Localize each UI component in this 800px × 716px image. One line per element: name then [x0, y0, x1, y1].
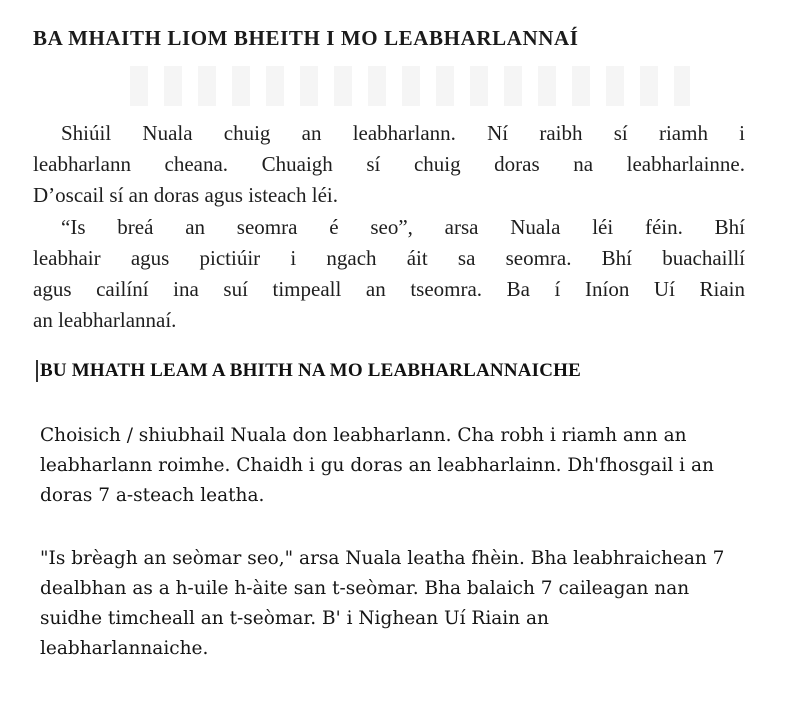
original-line: D’oscail sí an doras agus isteach léi. — [33, 183, 338, 207]
translation-title: BU MHATH LEAM A BHITH NA MO LEABHARLANNAICHE — [40, 360, 582, 381]
translation-line: leabharlann roimhe. Chaidh i gu doras an leabharlainn. Dh'fhosgail i an — [40, 455, 714, 476]
original-line: Shiúil Nuala chuig an leabharlann. Ní raibh sí riamh i — [61, 121, 745, 145]
original-paragraph-1 — [33, 118, 745, 211]
original-line: leabharlann cheana. Chuaigh sí chuig doras na leabharlainne. — [33, 152, 745, 176]
translation-line: leabharlannaiche. — [40, 638, 209, 659]
original-paragraph-2 — [33, 212, 745, 336]
original-line: leabhair agus pictiúir i ngach áit sa seomra. Bhí buachaillí — [33, 246, 745, 270]
text-cursor — [36, 360, 38, 382]
translation-paragraph-2 — [40, 544, 790, 664]
original-line: an leabharlannaí. — [33, 308, 177, 332]
bleed-through-shadow — [130, 66, 690, 106]
scanned-original-text — [0, 0, 800, 340]
translation-line: suidhe timcheall an t-seòmar. B' i Nighean Uí Riain an — [40, 608, 549, 629]
translation-line: Choisich / shiubhail Nuala don leabharlann. Cha robh i riamh ann an — [40, 425, 687, 446]
translation-line: doras 7 a-steach leatha. — [40, 485, 265, 506]
translation-paragraph-1 — [40, 421, 790, 511]
original-line: agus cailíní ina suí timpeall an tseomra. Ba í Iníon Uí Riain — [33, 277, 745, 301]
original-line: “Is breá an seomra é seo”, arsa Nuala léi féin. Bhí — [61, 215, 745, 239]
original-title: BA MHAITH LIOM BHEITH I MO LEABHARLANNAÍ — [33, 26, 579, 50]
translation-line: "Is brèagh an seòmar seo," arsa Nuala leatha fhèin. Bha leabhraichean 7 — [40, 548, 725, 569]
translation-line: dealbhan as a h-uile h-àite san t-seòmar. Bha balaich 7 caileagan nan — [40, 578, 690, 599]
